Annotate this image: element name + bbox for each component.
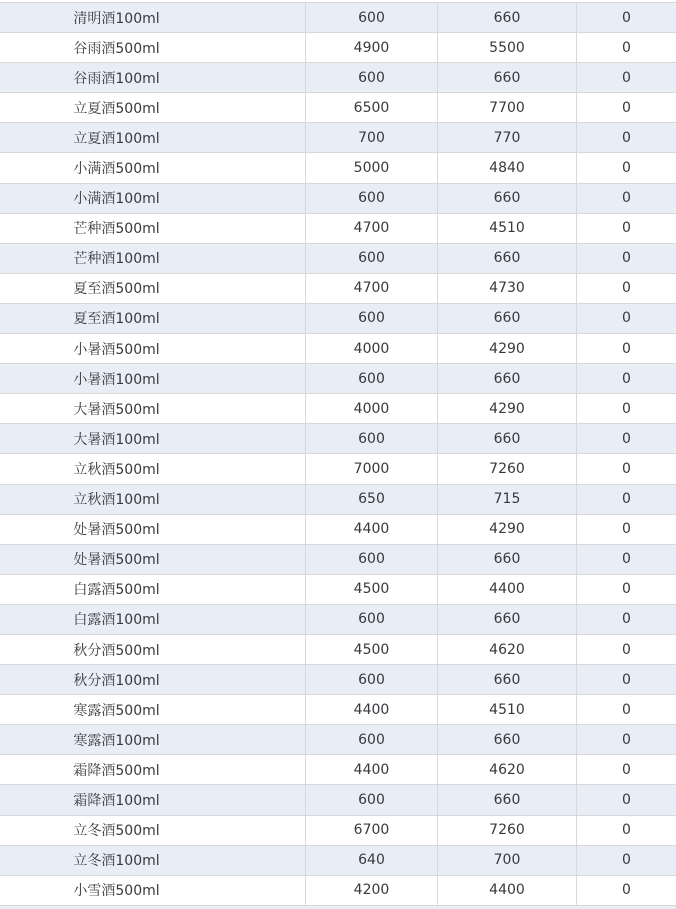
- table-row[interactable]: [0, 33, 676, 63]
- amount-cell-3: 0: [622, 701, 631, 718]
- product-name-cell: 白露酒500ml: [0, 575, 306, 604]
- amount-cell-1: 600: [306, 3, 438, 32]
- amount-cell-3: 0: [622, 129, 631, 146]
- amount-cell-1: 4900: [306, 33, 438, 62]
- amount-cell-2: 660: [438, 545, 577, 574]
- table-row[interactable]: [0, 244, 676, 274]
- amount-cell-2: 660: [438, 725, 577, 754]
- amount-cell-3: 0: [622, 731, 631, 748]
- table-row[interactable]: [0, 184, 676, 214]
- amount-cell-2: 660: [438, 364, 577, 393]
- table-row[interactable]: [0, 123, 676, 153]
- product-name-cell: 谷雨酒100ml: [0, 63, 306, 92]
- product-name-cell: 处暑酒500ml: [0, 515, 306, 544]
- amount-cell-1: 650: [306, 485, 438, 514]
- amount-cell-1: 4500: [306, 575, 438, 604]
- amount-cell-2: 4510: [438, 214, 577, 243]
- amount-cell-1: 600: [306, 545, 438, 574]
- table-row[interactable]: [0, 635, 676, 665]
- amount-cell-1: 4400: [306, 515, 438, 544]
- product-name-cell: 小暑酒100ml: [0, 364, 306, 393]
- amount-cell-2: 660: [438, 605, 577, 634]
- product-name-cell: 立秋酒500ml: [0, 454, 306, 483]
- table-row[interactable]: [0, 274, 676, 304]
- amount-cell-1: 4500: [306, 635, 438, 664]
- amount-cell-2: 4400: [438, 575, 577, 604]
- amount-cell-2: 715: [438, 485, 577, 514]
- table-row[interactable]: [0, 665, 676, 695]
- amount-cell-2: 5500: [438, 33, 577, 62]
- amount-cell-2: 4620: [438, 635, 577, 664]
- amount-cell-2: 4840: [438, 153, 577, 182]
- amount-cell-2: 660: [438, 63, 577, 92]
- table-row[interactable]: [0, 3, 676, 33]
- amount-cell-3: 0: [622, 882, 631, 899]
- amount-cell-2: 660: [438, 244, 577, 273]
- amount-cell-3: 0: [622, 280, 631, 297]
- amount-cell-3: 0: [622, 340, 631, 357]
- amount-cell-3: 0: [622, 190, 631, 207]
- product-name-cell: 大暑酒100ml: [0, 424, 306, 453]
- product-name-cell: 立冬酒500ml: [0, 816, 306, 845]
- amount-cell-2: 660: [438, 304, 577, 333]
- table-row[interactable]: [0, 334, 676, 364]
- product-name-cell: 小满酒100ml: [0, 184, 306, 213]
- amount-cell-3: 0: [622, 671, 631, 688]
- product-name-cell: 寒露酒100ml: [0, 725, 306, 754]
- amount-cell-3: 0: [622, 641, 631, 658]
- product-name-cell: 大暑酒500ml: [0, 394, 306, 423]
- amount-cell-2: 660: [438, 424, 577, 453]
- product-name-cell: 秋分酒500ml: [0, 635, 306, 664]
- amount-cell-2: 4290: [438, 334, 577, 363]
- amount-cell-1: 600: [306, 304, 438, 333]
- amount-cell-3: 0: [622, 430, 631, 447]
- table-row[interactable]: [0, 545, 676, 575]
- amount-cell-2: 660: [438, 785, 577, 814]
- amount-cell-3: 0: [622, 220, 631, 237]
- table-row[interactable]: [0, 485, 676, 515]
- table-row[interactable]: [0, 515, 676, 545]
- table-row[interactable]: [0, 575, 676, 605]
- amount-cell-1: 600: [306, 63, 438, 92]
- amount-cell-1: 600: [306, 184, 438, 213]
- table-row[interactable]: [0, 304, 676, 334]
- product-name-cell: 小雪酒500ml: [0, 876, 306, 905]
- product-name-cell: 处暑酒500ml: [0, 545, 306, 574]
- amount-cell-3: 0: [622, 581, 631, 598]
- amount-cell-1: 4000: [306, 334, 438, 363]
- amount-cell-3: 0: [622, 822, 631, 839]
- amount-cell-1: 600: [306, 665, 438, 694]
- amount-cell-2: 7260: [438, 454, 577, 483]
- product-name-cell: 立夏酒100ml: [0, 123, 306, 152]
- table-row[interactable]: [0, 605, 676, 635]
- table-row[interactable]: [0, 153, 676, 183]
- table-row[interactable]: [0, 214, 676, 244]
- amount-cell-1: 4700: [306, 214, 438, 243]
- amount-cell-3: 0: [622, 491, 631, 508]
- table-row[interactable]: [0, 816, 676, 846]
- amount-cell-2: 660: [438, 665, 577, 694]
- amount-cell-2: 4510: [438, 695, 577, 724]
- amount-cell-2: 700: [438, 846, 577, 875]
- amount-cell-1: 640: [306, 846, 438, 875]
- amount-cell-2: 660: [438, 3, 577, 32]
- table-row[interactable]: [0, 725, 676, 755]
- product-name-cell: 寒露酒500ml: [0, 695, 306, 724]
- amount-cell-2: 770: [438, 123, 577, 152]
- table-row[interactable]: [0, 93, 676, 123]
- table-row[interactable]: [0, 63, 676, 93]
- amount-cell-1: 6500: [306, 93, 438, 122]
- table-row[interactable]: [0, 424, 676, 454]
- amount-cell-1: 600: [306, 244, 438, 273]
- amount-cell-1: 4700: [306, 274, 438, 303]
- amount-cell-3: 0: [622, 521, 631, 538]
- product-name-cell: 清明酒100ml: [0, 3, 306, 32]
- product-name-cell: 霜降酒500ml: [0, 755, 306, 784]
- table-row[interactable]: [0, 364, 676, 394]
- product-name-cell: 芒种酒100ml: [0, 244, 306, 273]
- product-name-cell: 秋分酒100ml: [0, 665, 306, 694]
- amount-cell-3: 0: [622, 9, 631, 26]
- amount-cell-3: 0: [622, 761, 631, 778]
- amount-cell-3: 0: [622, 611, 631, 628]
- table-row[interactable]: [0, 846, 676, 876]
- amount-cell-2: 660: [438, 184, 577, 213]
- amount-cell-1: 6700: [306, 816, 438, 845]
- amount-cell-1: 600: [306, 364, 438, 393]
- amount-cell-1: 600: [306, 424, 438, 453]
- table-row[interactable]: [0, 876, 676, 906]
- amount-cell-1: 700: [306, 123, 438, 152]
- amount-cell-3: 0: [622, 99, 631, 116]
- amount-cell-1: 7000: [306, 454, 438, 483]
- product-name-cell: 立秋酒100ml: [0, 485, 306, 514]
- amount-cell-1: 5000: [306, 153, 438, 182]
- product-name-cell: 小满酒500ml: [0, 153, 306, 182]
- product-name-cell: 小暑酒500ml: [0, 334, 306, 363]
- amount-cell-3: 0: [622, 460, 631, 477]
- product-name-cell: 立冬酒100ml: [0, 846, 306, 875]
- amount-cell-3: 0: [622, 791, 631, 808]
- table-row[interactable]: [0, 695, 676, 725]
- row-partial-bottom: [0, 906, 676, 909]
- amount-cell-3: 0: [622, 69, 631, 86]
- amount-cell-3: 0: [622, 39, 631, 56]
- amount-cell-3: 0: [622, 400, 631, 417]
- amount-cell-3: 0: [622, 852, 631, 869]
- amount-cell-1: 4400: [306, 695, 438, 724]
- product-name-cell: 霜降酒100ml: [0, 785, 306, 814]
- product-name-cell: 谷雨酒500ml: [0, 33, 306, 62]
- product-name-cell: 白露酒100ml: [0, 605, 306, 634]
- amount-cell-2: 4620: [438, 755, 577, 784]
- amount-cell-3: 0: [622, 370, 631, 387]
- amount-cell-2: 7260: [438, 816, 577, 845]
- table-row[interactable]: [0, 394, 676, 424]
- amount-cell-1: 4200: [306, 876, 438, 905]
- amount-cell-2: 7700: [438, 93, 577, 122]
- amount-cell-2: 4730: [438, 274, 577, 303]
- table-row[interactable]: [0, 785, 676, 815]
- table-body: [0, 3, 676, 906]
- product-name-cell: 芒种酒500ml: [0, 214, 306, 243]
- amount-cell-1: 600: [306, 605, 438, 634]
- amount-cell-1: 600: [306, 725, 438, 754]
- table-row[interactable]: [0, 454, 676, 484]
- product-name-cell: 夏至酒100ml: [0, 304, 306, 333]
- amount-cell-2: 4290: [438, 515, 577, 544]
- product-name-cell: 立夏酒500ml: [0, 93, 306, 122]
- amount-cell-1: 4400: [306, 755, 438, 784]
- product-name-cell: 夏至酒500ml: [0, 274, 306, 303]
- table-row[interactable]: [0, 755, 676, 785]
- amount-cell-1: 4000: [306, 394, 438, 423]
- amount-cell-1: 600: [306, 785, 438, 814]
- amount-cell-3: 0: [622, 310, 631, 327]
- amount-cell-2: 4290: [438, 394, 577, 423]
- amount-cell-3: 0: [622, 551, 631, 568]
- amount-cell-3: 0: [622, 250, 631, 267]
- amount-cell-2: 4400: [438, 876, 577, 905]
- amount-cell-3: 0: [622, 160, 631, 177]
